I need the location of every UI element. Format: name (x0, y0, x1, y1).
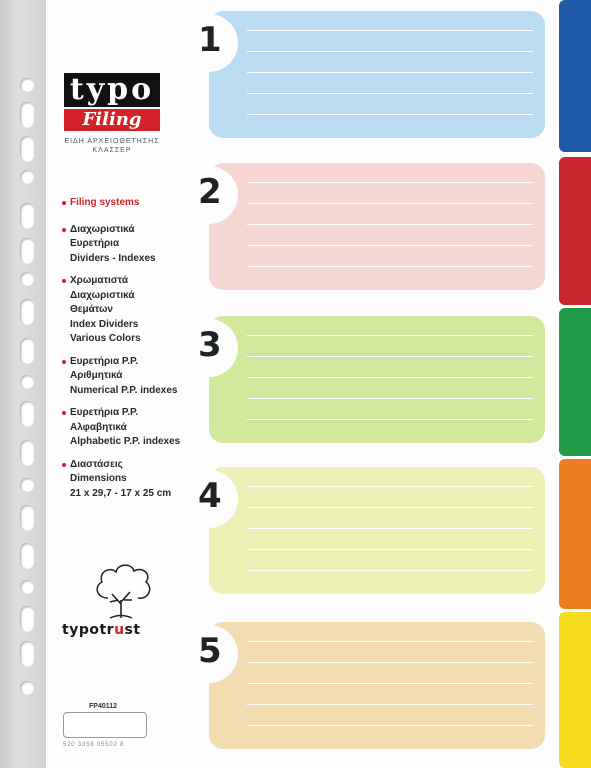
punch-slot (20, 299, 34, 325)
punch-hole (20, 580, 34, 594)
punch-slot (20, 401, 34, 427)
list-item-line: Ευρετήρια (70, 238, 120, 249)
barcode-number: 520 3358 05502 8 (63, 742, 125, 748)
writing-line (247, 549, 533, 550)
punch-hole (20, 375, 34, 389)
list-item-line: Dividers - Indexes (70, 252, 156, 264)
writing-line (247, 356, 533, 357)
list-item-line: Διαστάσεις (70, 458, 123, 470)
divider-tab-4[interactable] (559, 459, 591, 609)
divider-number: 4 (198, 476, 222, 516)
list-item-line: Filing systems (70, 197, 140, 208)
writing-line (247, 377, 533, 378)
writing-line (247, 662, 533, 663)
writing-line (247, 72, 533, 73)
writing-line (247, 30, 533, 31)
punch-hole (20, 681, 34, 695)
list-item-line: Αριθμητικά (70, 370, 123, 381)
writing-line (247, 93, 533, 94)
list-item-line: Αλφαβητικά (70, 421, 127, 433)
writing-line (247, 114, 533, 115)
writing-line (247, 335, 533, 336)
logo-typo-text: typo (64, 73, 160, 107)
list-item-line: 21 x 29,7 - 17 x 25 cm (70, 487, 172, 499)
tree-logo-icon (88, 560, 158, 620)
divider-number: 3 (198, 325, 222, 365)
divider-tab-2[interactable] (559, 157, 591, 305)
list-item-line: Dimensions (70, 473, 127, 484)
trust-text-part: typotr (62, 622, 115, 638)
list-item-line: Θεμάτων (70, 304, 113, 315)
punched-edge-strip (0, 0, 46, 768)
punch-slot (20, 505, 34, 531)
list-item (62, 406, 212, 450)
list-item-line: Ευρετήρια P.P. (70, 355, 139, 367)
label-panel-5[interactable] (209, 622, 545, 749)
punch-slot (20, 136, 34, 162)
typo-filing-logo (64, 73, 160, 131)
label-panel-1[interactable] (209, 11, 545, 138)
writing-line (247, 704, 533, 705)
writing-line (247, 725, 533, 726)
divider-number: 1 (198, 20, 222, 60)
writing-line (247, 224, 533, 225)
writing-line (247, 182, 533, 183)
punch-slot (20, 440, 34, 466)
writing-line (247, 683, 533, 684)
punch-slot (20, 641, 34, 667)
writing-line (247, 528, 533, 529)
trust-text-part: st (124, 622, 141, 638)
writing-line (247, 419, 533, 420)
writing-line (247, 203, 533, 204)
label-panel-3[interactable] (209, 316, 545, 443)
list-item-line: Numerical P.P. indexes (70, 384, 178, 396)
logo-subtitle-line: ΕΙΔΗ ΑΡΧΕΙΟΘΕΤΗΣΗΣ (64, 138, 160, 145)
divider-number: 5 (198, 631, 222, 671)
writing-line (247, 51, 533, 52)
punch-slot (20, 102, 34, 128)
writing-line (247, 245, 533, 246)
list-item-line: Χρωματιστά (70, 275, 128, 286)
writing-line (247, 266, 533, 267)
divider-tab-1[interactable] (559, 0, 591, 152)
punch-slot (20, 338, 34, 364)
punch-hole (20, 170, 34, 184)
divider-tab-5[interactable] (559, 612, 591, 768)
punch-slot (20, 606, 34, 632)
typotrust-wordmark (62, 622, 162, 638)
product-code: FP40112 (89, 703, 118, 710)
punch-slot (20, 238, 34, 264)
logo-subtitle-line: ΚΛΑΣΣΕΡ (92, 147, 132, 154)
trust-text-accent: u (114, 622, 125, 638)
list-item-line: Διαχωριστικά (70, 289, 135, 301)
writing-line (247, 398, 533, 399)
list-item-line: Various Colors (70, 333, 141, 344)
list-item (62, 223, 212, 267)
punch-hole (20, 478, 34, 492)
divider-number: 2 (198, 172, 222, 212)
punch-slot (20, 543, 34, 569)
logo-subtitle (56, 137, 168, 155)
list-item-line: Ευρετήρια P.P. (70, 407, 139, 418)
punch-hole (20, 272, 34, 286)
label-panel-2[interactable] (209, 163, 545, 290)
product-label-box (63, 712, 147, 738)
writing-line (247, 570, 533, 571)
writing-line (247, 641, 533, 642)
writing-line (247, 507, 533, 508)
punch-hole (20, 78, 34, 92)
list-item-line: Index Dividers (70, 318, 139, 330)
label-panel-4[interactable] (209, 467, 545, 594)
punch-slot (20, 203, 34, 229)
divider-tab-3[interactable] (559, 308, 591, 456)
writing-line (247, 486, 533, 487)
list-item-line: Alphabetic P.P. indexes (70, 436, 181, 447)
logo-filing-text: Filing (64, 109, 160, 131)
list-item-line: Διαχωριστικά (70, 223, 135, 235)
